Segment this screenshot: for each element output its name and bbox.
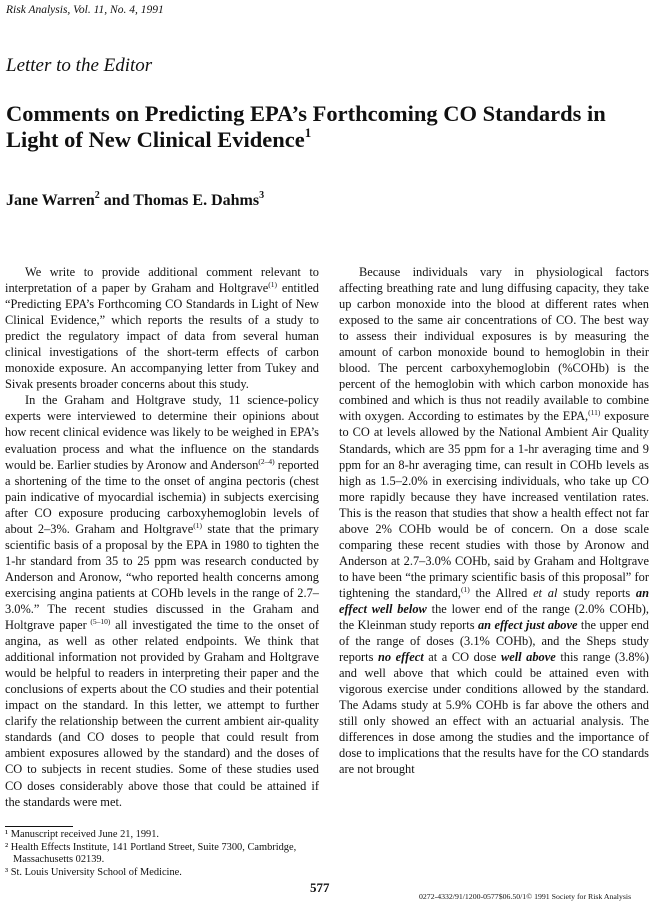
article-type: Letter to the Editor	[6, 55, 153, 76]
footnote-divider	[5, 826, 73, 827]
paragraph-3: Because individuals vary in physiological factors affecting breathing rate and lung diffusing capacity, they take up carbon monoxide into the blood at different rates when exposed to the same air concentrations of CO. The best way to assess their individual exposures is by measuring the amount of carbon monoxide bound to hemoglobin in their blood. The percent carboxyhemoglobin (%COHb) is the percent of the hemoglobin with which carbon monoxide has combined and which is thus not readily available to combine with oxygen. According to estimates by the EPA,$^{(11)}$ exposure to CO at levels allowed by the National Ambient Air Quality Standards, which are 35 ppm for a 1-hr averaging time and 9 ppm for an 8-hr averaging time, can result in COHb levels as high as 1.5–2.0% in exercising individuals, who take up CO more rapidly because they have increased ventilation rates. This is the reason that studies that show a health effect not far above 2% COHb would be of concern. On a dose scale comparing these recent studies with those by Aronow and Anderson at 2.7–3.0% COHb, said by Graham and Holtgrave to have been “the primary scientific basis of this proposal” for tightening the standard,$^{(1)}$ the Allred et al study reports an effect well below the lower end of the range (2.0% COHb), the Kleinman study reports an effect just above the upper end of the range of doses (3.1% COHb), and the Sheps study reports no effect at a CO dose well above this range (3.8%) and well above that which could be attained even with vigorous exercise under conditions allowed by the standard. The Adams study at 5.9% COHb is far above the others and still only showed an effect with an actuarial analysis. The differences in dose among the studies and the importance of dose to implications that the results have for the CO standards are not brought	[339, 265, 650, 777]
emphasis: well above	[500, 650, 556, 665]
footnote-3: ³ St. Louis University School of Medicine.	[5, 866, 182, 878]
footnotes	[5, 829, 325, 879]
citation: (1)	[268, 280, 278, 290]
footnote-2: ² Health Effects Institute, 141 Portland Street, Suite 7300, Cambridge, Massachusetts 02139.	[5, 841, 297, 865]
author-line	[6, 192, 264, 210]
emphasis: an effect well below	[339, 585, 649, 616]
author-2: Thomas E. Dahms	[133, 192, 260, 209]
title-footnote-mark: 1	[304, 124, 312, 140]
copyright-line: 0272-4332/91/1200-0577$06.50/1© 1991 Society for Risk Analysis	[419, 892, 632, 901]
citation: (2–4)	[258, 456, 275, 466]
author-conjunction: and	[103, 192, 130, 209]
author-2-footnote-mark: 3	[259, 190, 265, 201]
left-column	[5, 264, 319, 810]
citation: (11)	[588, 408, 601, 418]
et-al: et al	[533, 585, 558, 600]
emphasis: no effect	[378, 650, 424, 665]
paragraph-2: In the Graham and Holtgrave study, 11 science-policy experts were interviewed to determine their opinions about how recent clinical evidence was likely to be weighed in EPA’s evaluation process and what the influence on the standards would be. Earlier studies by Aronow and Anderson$^{(2-4)}$ reported a shortening of the time to the onset of angina pectoris (chest pain indicative of myocardial ischemia) in subjects exercising after CO exposure producing carboxyhemoglobin levels of about 2–3%. Graham and Holtgrave$^{(1)}$ state that the primary scientific basis of a proposal by the EPA in 1980 to tighten the 1-hr standard from 35 to 25 ppm was research conducted by Anderson and Aronow, “who reported health concerns among exercising angina patients at COHb levels in the range of 2.7–3.0%.” The recent studies discussed in the Graham and Holtgrave paper $^{(5-10)}$ all investigated the time to the onset of angina, as well as other related endpoints. We think that additional information not provided by Graham and Holtgrave would be helpful to readers in interpreting their paper and the conclusions of experts about the CO studies and their potential impact on the standard. In this letter, we attempt to further clarify the relationship between the current ambient air-quality standards (and CO doses to people that could result from ambient exposures allowed by the standard) and the doses of CO to subjects in recent studies. Some of these studies used CO doses considerably above those that could be attained if the standards were met.	[5, 393, 319, 809]
citation: (1)	[193, 520, 202, 530]
citation: (5–10)	[86, 617, 111, 627]
footnote-1: ¹ Manuscript received June 21, 1991.	[5, 829, 160, 840]
right-column	[339, 264, 649, 778]
author-1: Jane Warren	[6, 192, 95, 209]
page-number: 577	[310, 880, 330, 895]
paragraph-1: We write to provide additional comment relevant to interpretation of a paper by Graham and Holtgrave$^{(1)}$ entitled “Predicting EPA’s Forthcoming CO Standards in Light of New Clinical Evidence,” which reports the results of a study to predict the regulatory impact of data from several human clinical investigations of the short-term effects of carbon monoxide exposure. An accompanying letter from Tukey and Sivak presents broader concerns about this study.	[5, 265, 319, 392]
article-title	[6, 101, 636, 152]
citation: (1)	[460, 584, 470, 594]
journal-citation: Risk Analysis, Vol. 11, No. 4, 1991	[6, 4, 164, 16]
emphasis: an effect just above	[477, 618, 578, 633]
author-1-footnote-mark: 2	[94, 190, 100, 201]
title-text: Comments on Predicting EPA’s Forthcoming CO Standards in Light of New Clinical Evidence	[6, 101, 606, 152]
